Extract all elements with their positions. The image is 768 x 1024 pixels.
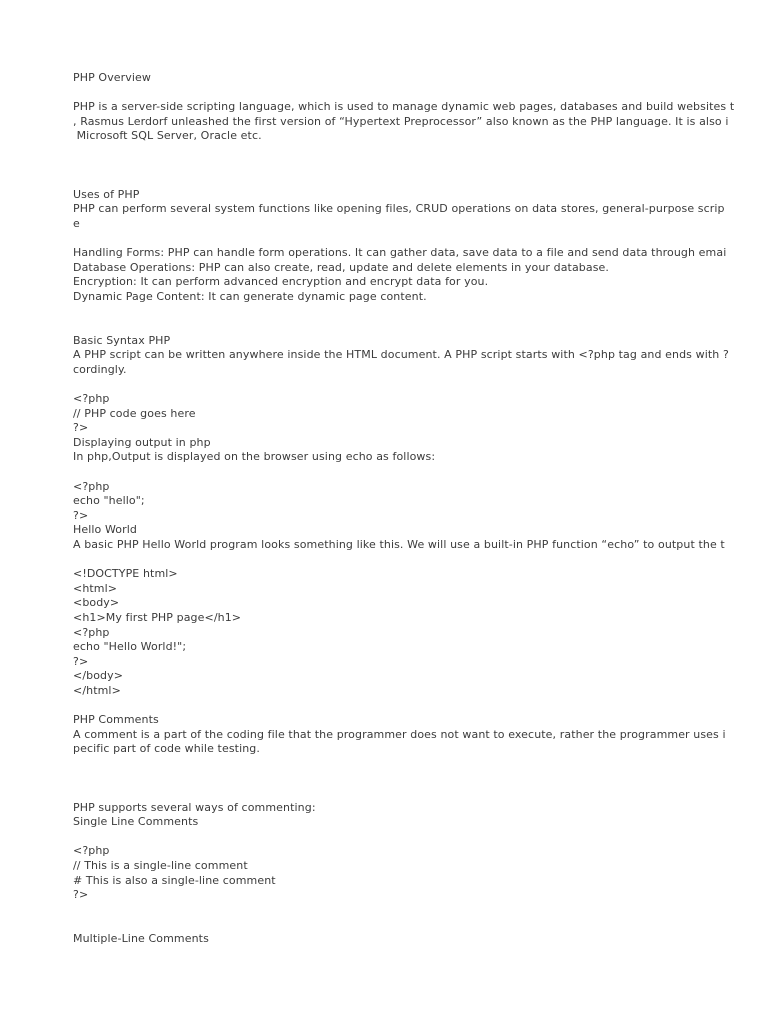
- text-line: ?>: [73, 654, 89, 668]
- text-line: [73, 699, 768, 714]
- text-line: <?php: [73, 479, 110, 493]
- text-line: [73, 830, 768, 845]
- text-line: [73, 144, 768, 159]
- text-line: Database Operations: PHP can also create, read, update and delete elements in your database.: [73, 260, 610, 274]
- text-line: [73, 465, 768, 480]
- text-line: Dynamic Page Content: It can generate dynamic page content.: [73, 289, 427, 303]
- text-line: [73, 232, 768, 247]
- text-line: Multiple-Line Comments: [73, 932, 209, 946]
- text-line: <?php: [73, 844, 110, 858]
- text-line: pecific part of code while testing.: [73, 742, 260, 756]
- text-line: A comment is a part of the coding file that the programmer does not want to execute, rather the programmer uses i: [73, 727, 726, 741]
- text-line: A PHP script can be written anywhere inside the HTML document. A PHP script starts with <?php tag and ends with ?: [73, 348, 729, 362]
- text-line: Handling Forms: PHP can handle form operations. It can gather data, save data to a file and send data through emai: [73, 246, 727, 260]
- text-line: echo "Hello World!";: [73, 640, 187, 654]
- text-line: ?>: [73, 421, 89, 435]
- text-line: Single Line Comments: [73, 815, 199, 829]
- text-line: PHP supports several ways of commenting:: [73, 800, 316, 814]
- document-text-block: [73, 71, 768, 947]
- text-line: [73, 173, 768, 188]
- text-line: Displaying output in php: [73, 435, 211, 449]
- text-line: // PHP code goes here: [73, 406, 196, 420]
- text-line: In php,Output is displayed on the browser using echo as follows:: [73, 450, 436, 464]
- text-line: e: [73, 216, 80, 230]
- text-line: [73, 786, 768, 801]
- text-line: [73, 757, 768, 772]
- text-line: echo "hello";: [73, 494, 145, 508]
- text-line: <html>: [73, 581, 118, 595]
- text-line: <?php: [73, 392, 110, 406]
- text-line: Uses of PHP: [73, 187, 140, 201]
- text-line: [73, 305, 768, 320]
- text-line: [73, 319, 768, 334]
- text-line: ?>: [73, 888, 89, 902]
- text-line: </body>: [73, 669, 124, 683]
- text-line: PHP can perform several system functions like opening files, CRUD operations on data stores, general-purpose scrip: [73, 202, 725, 216]
- text-line: , Rasmus Lerdorf unleashed the first version of “Hypertext Preprocessor” also known as the PHP language. It is also i: [73, 114, 729, 128]
- text-line: [73, 159, 768, 174]
- text-line: cordingly.: [73, 362, 127, 376]
- text-line: # This is also a single-line comment: [73, 873, 276, 887]
- text-line: Microsoft SQL Server, Oracle etc.: [73, 129, 262, 143]
- text-line: Encryption: It can perform advanced encryption and encrypt data for you.: [73, 275, 489, 289]
- text-line: [73, 553, 768, 568]
- text-line: PHP Comments: [73, 713, 159, 727]
- text-line: [73, 917, 768, 932]
- text-line: PHP is a server-side scripting language, which is used to manage dynamic web pages, databases and build websites t: [73, 100, 735, 114]
- text-line: <h1>My first PHP page</h1>: [73, 610, 242, 624]
- text-line: ?>: [73, 508, 89, 522]
- text-line: <!DOCTYPE html>: [73, 567, 178, 581]
- text-line: [73, 86, 768, 101]
- text-line: // This is a single-line comment: [73, 859, 248, 873]
- text-line: A basic PHP Hello World program looks something like this. We will use a built-in PHP function “echo” to output the t: [73, 538, 725, 551]
- text-line: <?php: [73, 625, 110, 639]
- text-line: Basic Syntax PHP: [73, 333, 171, 347]
- text-line: </html>: [73, 683, 121, 697]
- text-line: [73, 377, 768, 392]
- text-line: <body>: [73, 596, 120, 610]
- text-line: [73, 772, 768, 787]
- text-line: PHP Overview: [73, 71, 152, 84]
- text-line: [73, 903, 768, 918]
- text-line: Hello World: [73, 523, 138, 537]
